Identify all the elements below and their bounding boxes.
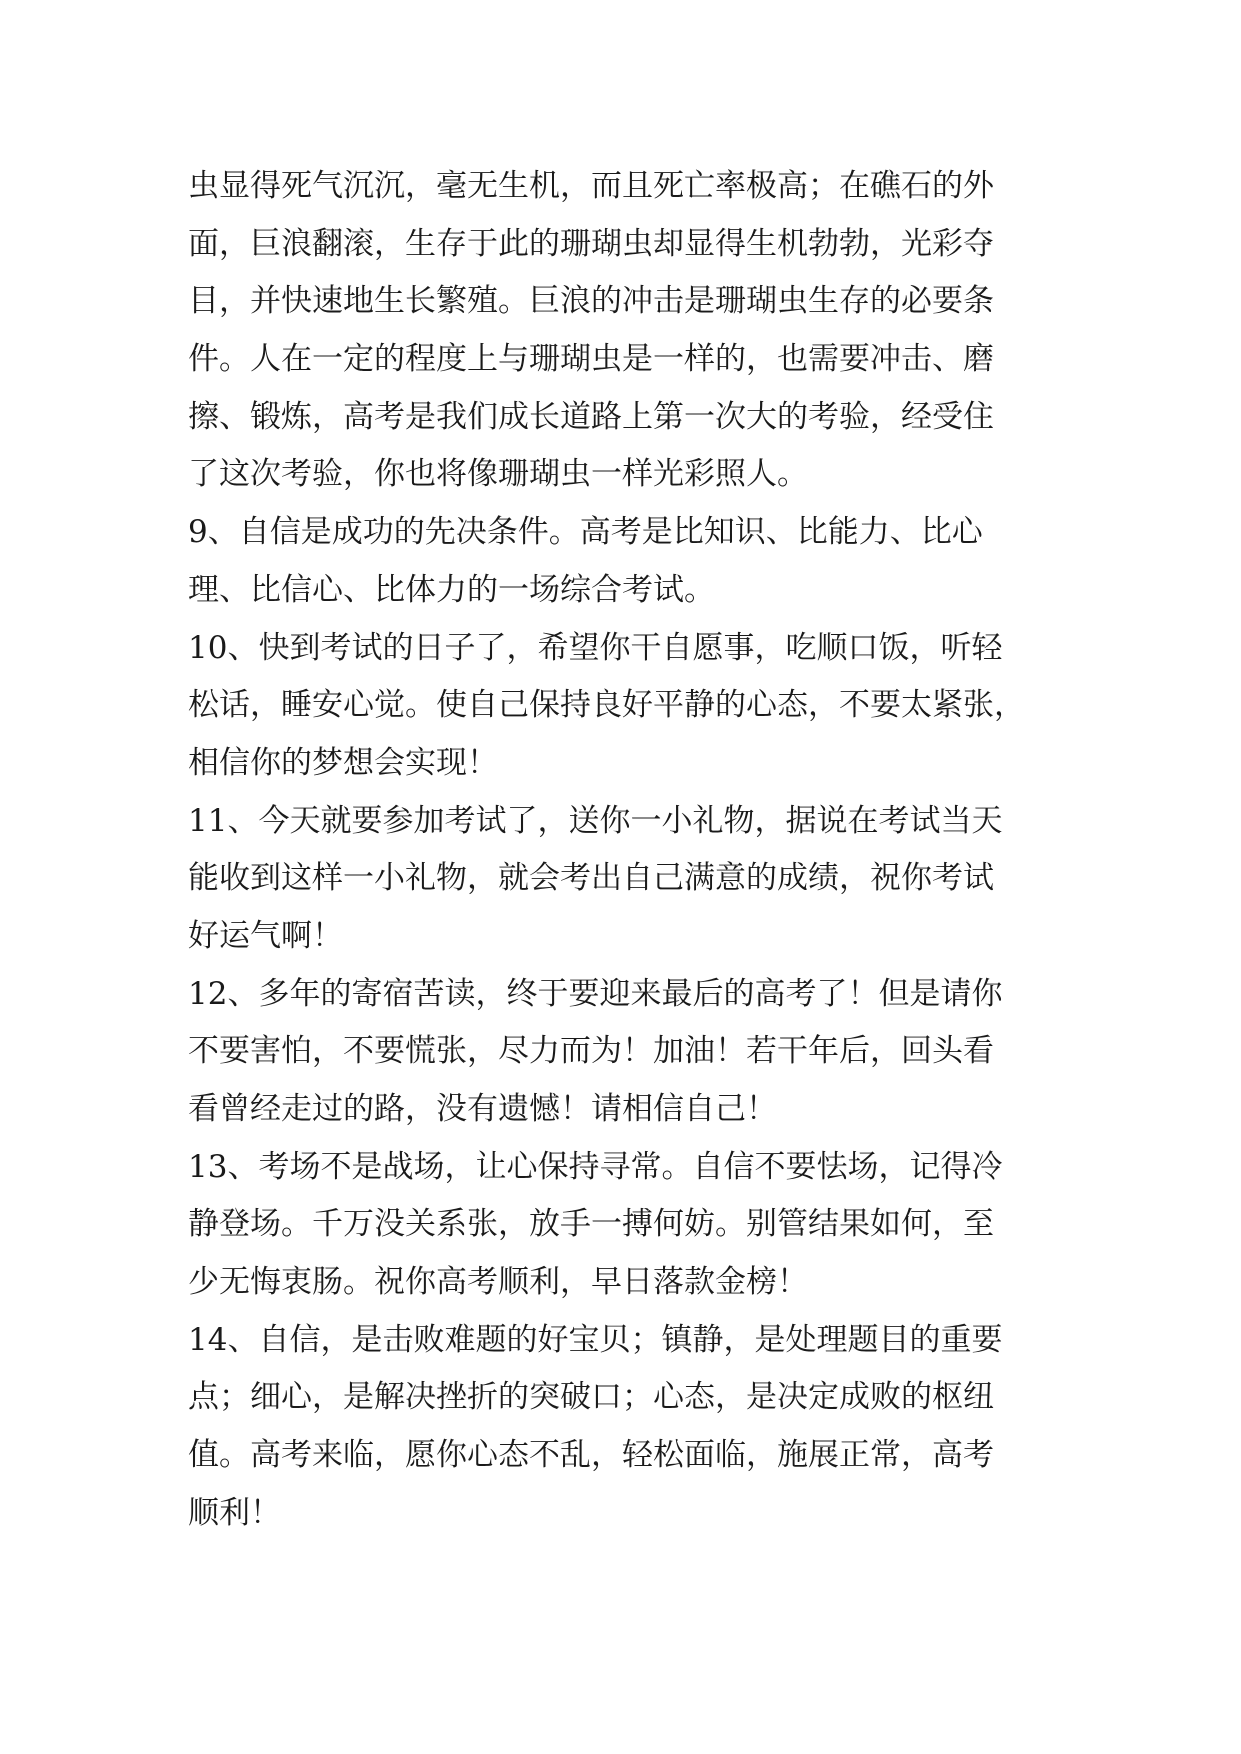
paragraph-item-11	[188, 793, 1058, 966]
text-line: 件。人在一定的程度上与珊瑚虫是一样的，也需要冲击、磨	[188, 341, 994, 378]
text-line: 11、今天就要参加考试了，送你一小礼物，据说在考试当天	[188, 802, 1003, 839]
paragraph-item-9	[188, 504, 1058, 619]
paragraph-item-10	[188, 620, 1058, 793]
text-line: 擦、锻炼，高考是我们成长道路上第一次大的考验，经受住	[188, 398, 994, 435]
text-line: 顺利！	[188, 1494, 281, 1531]
text-line: 理、比信心、比体力的一场综合考试。	[188, 571, 715, 608]
text-line: 相信你的梦想会实现！	[188, 744, 498, 781]
text-line: 10、快到考试的日子了，希望你干自愿事，吃顺口饭，听轻	[188, 629, 1003, 666]
text-line: 松话，睡安心觉。使自己保持良好平静的心态，不要太紧张，	[188, 687, 1025, 724]
text-line: 14、自信，是击败难题的好宝贝；镇静，是处理题目的重要	[188, 1321, 1003, 1358]
text-line: 虫显得死气沉沉，毫无生机，而且死亡率极高；在礁石的外	[188, 168, 994, 204]
paragraph-coral-analogy	[188, 158, 1058, 504]
text-line: 目，并快速地生长繁殖。巨浪的冲击是珊瑚虫生存的必要条	[188, 283, 994, 320]
text-line: 点；细心，是解决挫折的突破口；心态，是决定成败的枢纽	[188, 1379, 994, 1416]
text-line: 9、自信是成功的先决条件。高考是比知识、比能力、比心	[188, 514, 983, 551]
text-line: 看曾经走过的路，没有遗憾！请相信自己！	[188, 1091, 777, 1127]
text-line: 静登场。千万没关系张，放手一搏何妨。别管结果如何，至	[188, 1206, 994, 1243]
text-line: 少无悔衷肠。祝你高考顺利，早日落款金榜！	[188, 1264, 808, 1301]
document-body	[188, 158, 1058, 1543]
text-line: 面，巨浪翻滚，生存于此的珊瑚虫却显得生机勃勃，光彩夺	[188, 225, 994, 262]
paragraph-item-12	[188, 966, 1058, 1139]
text-line: 值。高考来临，愿你心态不乱，轻松面临，施展正常，高考	[188, 1437, 994, 1474]
text-line: 能收到这样一小礼物，就会考出自己满意的成绩，祝你考试	[188, 860, 994, 897]
paragraph-item-13	[188, 1139, 1058, 1312]
text-line: 好运气啊！	[188, 917, 343, 954]
text-line: 13、考场不是战场，让心保持寻常。自信不要怯场，记得冷	[188, 1148, 1003, 1185]
text-line: 了这次考验，你也将像珊瑚虫一样光彩照人。	[188, 456, 808, 493]
paragraph-item-14	[188, 1312, 1058, 1543]
text-line: 12、多年的寄宿苦读，终于要迎来最后的高考了！但是请你	[188, 975, 1003, 1012]
text-line: 不要害怕，不要慌张，尽力而为！加油！若干年后，回头看	[188, 1033, 994, 1070]
